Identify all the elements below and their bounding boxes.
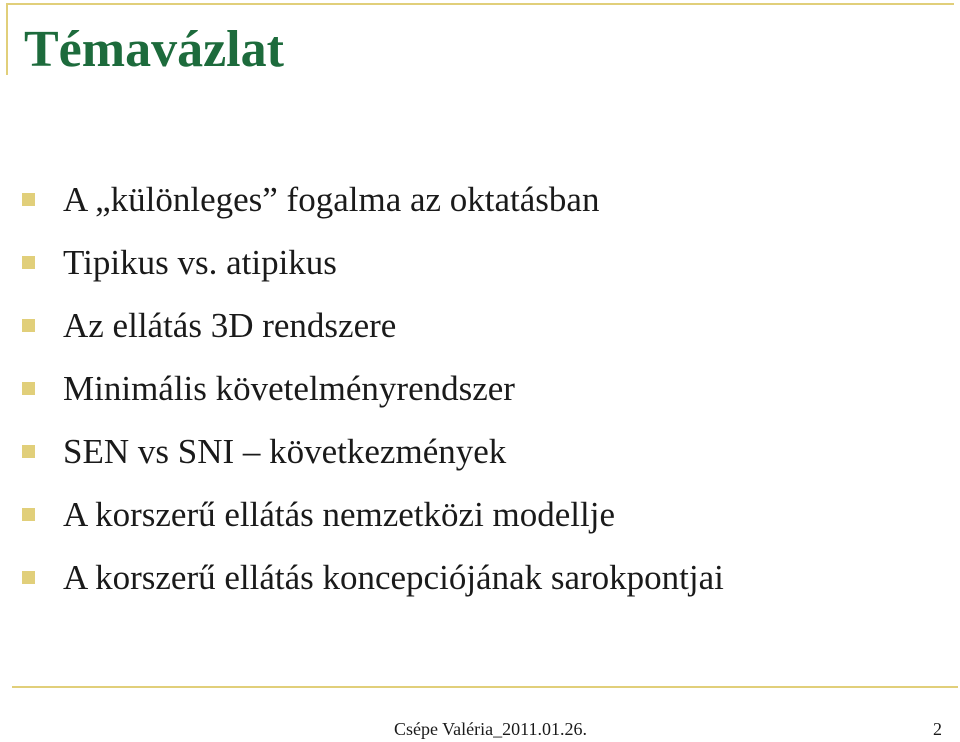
left-border-line [6, 3, 8, 75]
bullet-text: Tipikus vs. atipikus [63, 243, 337, 282]
bullet-list [22, 168, 724, 609]
square-bullet-icon [22, 445, 35, 458]
bullet-text: A korszerű ellátás nemzetközi modellje [63, 495, 616, 534]
square-bullet-icon [22, 382, 35, 395]
bullet-item [22, 483, 724, 546]
square-bullet-icon [22, 193, 35, 206]
bullet-item [22, 294, 724, 357]
bullet-item [22, 546, 724, 609]
bullet-text: Az ellátás 3D rendszere [63, 306, 397, 345]
footer-divider [12, 686, 958, 688]
bullet-item [22, 231, 724, 294]
bullet-text: A „különleges” fogalma az oktatásban [63, 180, 600, 219]
footer-author-date: Csépe Valéria_2011.01.26. [394, 719, 587, 739]
square-bullet-icon [22, 571, 35, 584]
top-border-line [6, 3, 954, 5]
square-bullet-icon [22, 508, 35, 521]
bullet-text: SEN vs SNI – következmények [63, 432, 507, 471]
square-bullet-icon [22, 319, 35, 332]
bullet-item [22, 357, 724, 420]
bullet-item [22, 168, 724, 231]
slide-title: Témavázlat [24, 21, 284, 78]
bullet-text: Minimális követelményrendszer [63, 369, 515, 408]
square-bullet-icon [22, 256, 35, 269]
page-number: 2 [933, 719, 942, 739]
bullet-item [22, 420, 724, 483]
bullet-text: A korszerű ellátás koncepciójának sarokpontjai [63, 558, 724, 597]
